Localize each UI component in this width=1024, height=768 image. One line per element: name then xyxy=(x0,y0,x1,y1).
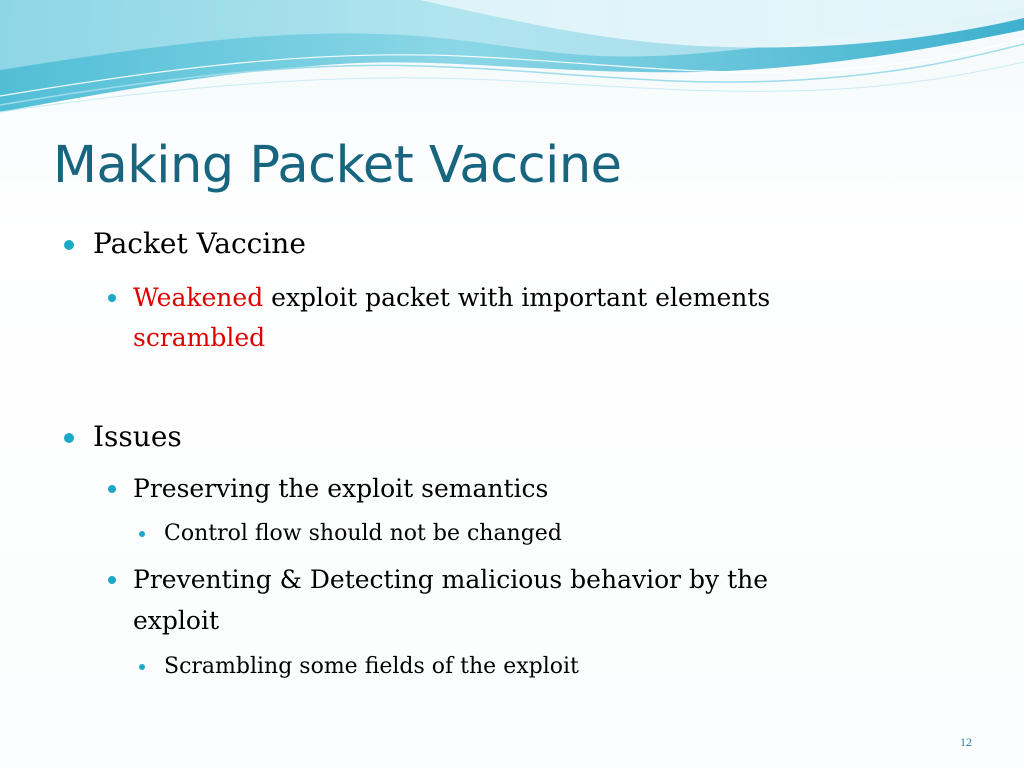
bullet-preventing-detecting-cont: exploit xyxy=(133,606,219,635)
bullet-weakened-exploit xyxy=(133,278,770,318)
bullet-dot-icon xyxy=(108,576,116,584)
bullet-preserving-semantics: Preserving the exploit semantics xyxy=(133,474,549,503)
highlight-weakened: Weakened xyxy=(133,283,264,312)
wave-header-decoration xyxy=(0,0,1024,130)
bullet-dot-icon xyxy=(64,433,74,443)
bullet-dot-icon xyxy=(108,485,116,493)
bullet-dot-icon xyxy=(108,294,116,302)
bullet-weakened-text: exploit packet with important elements xyxy=(263,283,771,312)
page-number: 12 xyxy=(960,735,972,749)
bullet-scrambling-fields: Scrambling some fields of the exploit xyxy=(164,654,579,679)
bullet-issues: Issues xyxy=(93,420,182,453)
bullet-control-flow: Control flow should not be changed xyxy=(164,521,562,546)
bullet-preventing-detecting: Preventing & Detecting malicious behavior by the xyxy=(133,565,769,594)
bullet-dot-icon xyxy=(139,531,145,537)
slide-title: Making Packet Vaccine xyxy=(53,136,622,195)
bullet-dot-icon xyxy=(64,240,74,250)
highlight-scrambled: scrambled xyxy=(133,323,266,352)
bullet-packet-vaccine: Packet Vaccine xyxy=(93,227,306,260)
bullet-dot-icon xyxy=(139,664,145,670)
